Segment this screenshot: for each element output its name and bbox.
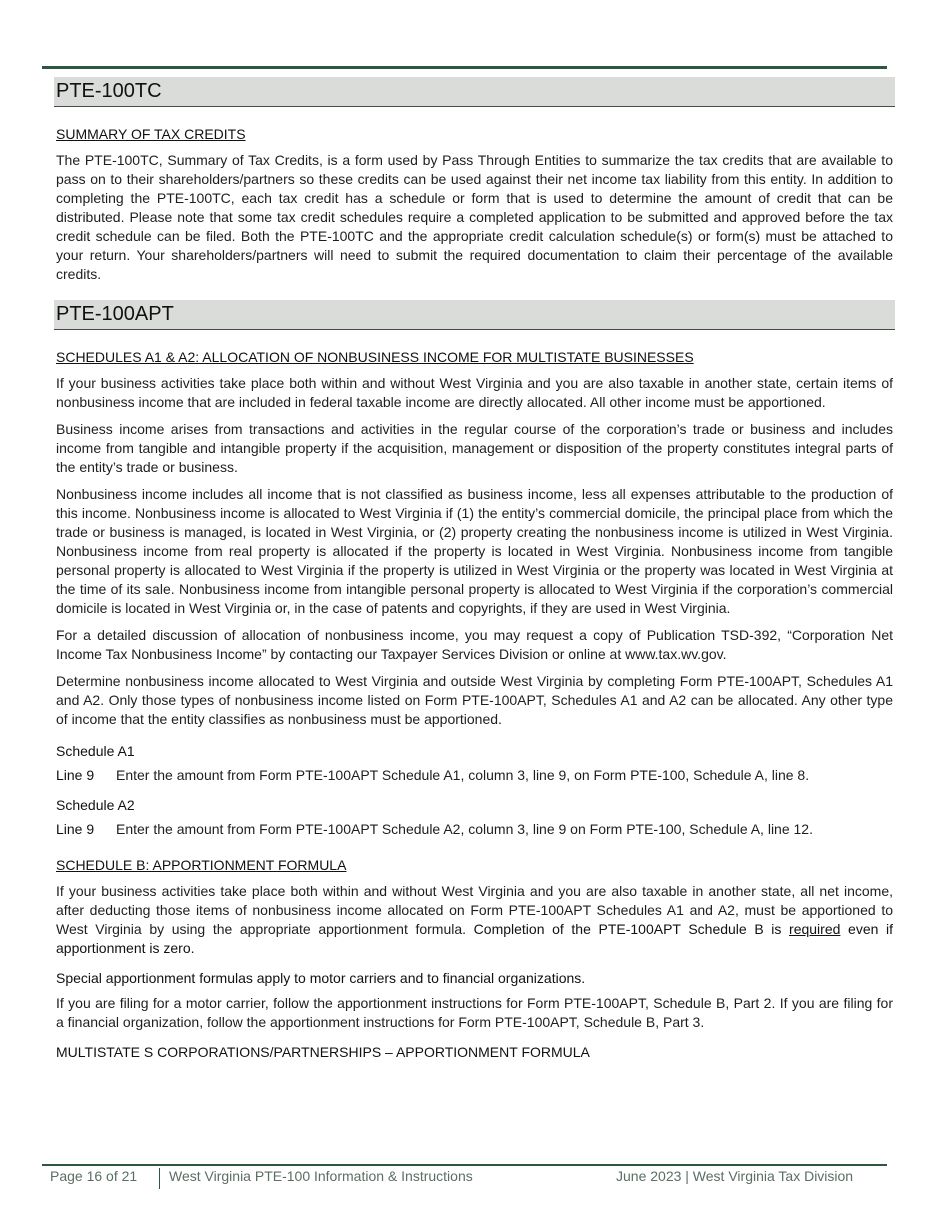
schedule-b-emphasis-a: Completion of the PTE-100APT Schedule B is xyxy=(466,921,790,937)
schedule-a1-label: Schedule A1 xyxy=(56,743,135,759)
paragraph-apt-1: If your business activities take place both within and without West Virginia and you are also taxable in another state, certain items of nonbusiness income that are included in federal taxable income are directly allocated. All other income must be apportioned. xyxy=(56,375,893,410)
page-content xyxy=(54,77,895,1068)
line-number: Line 9 xyxy=(56,767,95,783)
paragraph-schedule-b-1 xyxy=(56,882,893,958)
subheading-schedule-b: SCHEDULE B: APPORTIONMENT FORMULA xyxy=(56,857,347,873)
section-heading-pte-100apt: PTE-100APT xyxy=(54,300,895,330)
footer-document-title: West Virginia PTE-100 Information & Instructions xyxy=(169,1168,473,1184)
multistate-heading: MULTISTATE S CORPORATIONS/PARTNERSHIPS – APPORTIONMENT FORMULA xyxy=(56,1044,590,1060)
top-rule xyxy=(42,66,887,69)
section-heading-pte-100tc: PTE-100TC xyxy=(54,77,895,107)
paragraph-tc-1: The PTE-100TC, Summary of Tax Credits, is a form used by Pass Through Entities to summarize the tax credits that are available to pass on to their shareholders/partners so these credits can be used against their net income tax liability from this entity. In addition to completing the PTE-100TC, each tax credit has a schedule or form that is used to determine the amount of credit that can be distributed. Please note that some tax credit schedules require a completed application to be submitted and approved before the tax credit schedule can be filed. Both the PTE-100TC and the appropriate credit calculation schedule(s) or form(s) must be attached to your return. Your shareholders/partners will need to submit the required documentation to claim their percentage of the available credits. xyxy=(56,152,893,282)
footer-date-publisher: June 2023 | West Virginia Tax Division xyxy=(616,1168,854,1184)
paragraph-apt-5: Determine nonbusiness income allocated to West Virginia and outside West Virginia by completing Form PTE-100APT, Schedules A1 and A2. Only those types of nonbusiness income listed on Form PTE-100APT, Schedules A1 and A2 can be allocated. Any other type of income that the entity classifies as nonbusiness must be apportioned. xyxy=(56,673,893,727)
subheading-summary-of-tax-credits: SUMMARY OF TAX CREDITS xyxy=(56,126,246,142)
schedule-a2-line-9 xyxy=(56,821,893,837)
paragraph-apt-2: Business income arises from transactions and activities in the regular course of the corporation’s trade or business and includes income from tangible and intangible property if the acquisition, management or disposition of the property constitutes integral parts of the entity’s trade or business. xyxy=(56,421,893,475)
paragraph-apt-4: For a detailed discussion of allocation of nonbusiness income, you may request a copy of Publication TSD-392, “Corporation Net Income Tax Nonbusiness Income” by contacting our Taxpayer Services Division or online at www.tax.wv.gov. xyxy=(56,627,893,662)
footer-divider xyxy=(159,1168,160,1189)
line-text: Enter the amount from Form PTE-100APT Schedule A1, column 3, line 9, on Form PTE-100, Schedule A, line 8. xyxy=(116,767,810,783)
subheading-schedules-a1-a2: SCHEDULES A1 & A2: ALLOCATION OF NONBUSINESS INCOME FOR MULTISTATE BUSINESSES xyxy=(56,349,694,365)
schedule-b-emphasis-b: even if apportionment is zero. xyxy=(56,921,894,956)
special-apportionment-note: Special apportionment formulas apply to motor carriers and to financial organizations. xyxy=(56,970,586,986)
paragraph-apt-3: Nonbusiness income includes all income that is not classified as business income, less all expenses attributable to the production of this income. Nonbusiness income is allocated to West Virginia if (1) the entity’s commercial domicile, the principal place from which the trade or business is managed, is located in West Virginia, or (2) property creating the nonbusiness income is utilized in West Virginia. Nonbusiness income from real property is allocated if the property is located in West Virginia. Nonbusiness income from tangible personal property is allocated to West Virginia if the property is utilized in West Virginia or the property was located in West Virginia at the time of its sale. Nonbusiness income from intangible personal property is allocated to West Virginia if the corporation’s commercial domicile is located in West Virginia or, in the case of patents and copyrights, if they are used in West Virginia. xyxy=(56,486,893,616)
paragraph-schedule-b-2: If you are filing for a motor carrier, follow the apportionment instructions for Form PTE-100APT, Schedule B, Part 2. If you are filing for a financial organization, follow the apportionment instructions for Form PTE-100APT, Schedule B, Part 3. xyxy=(56,995,893,1030)
line-text: Enter the amount from Form PTE-100APT Schedule A2, column 3, line 9 on Form PTE-100, Schedule A, line 12. xyxy=(116,821,813,837)
schedule-b-text: If your business activities take place both within and without West Virginia and you are also taxable in another state, all net income, after deducting those items of nonbusiness income allocated on Form PTE-100APT Schedules A1 and A2, must be apportioned to West Virginia by using the appropriate apportionment formula. xyxy=(56,883,893,937)
line-number: Line 9 xyxy=(56,821,95,837)
schedule-a2-label: Schedule A2 xyxy=(56,797,135,813)
schedule-b-required: required xyxy=(789,921,841,937)
footer-page-number: Page 16 of 21 xyxy=(50,1168,138,1184)
schedule-a1-line-9 xyxy=(56,767,893,783)
footer-rule xyxy=(42,1164,887,1166)
